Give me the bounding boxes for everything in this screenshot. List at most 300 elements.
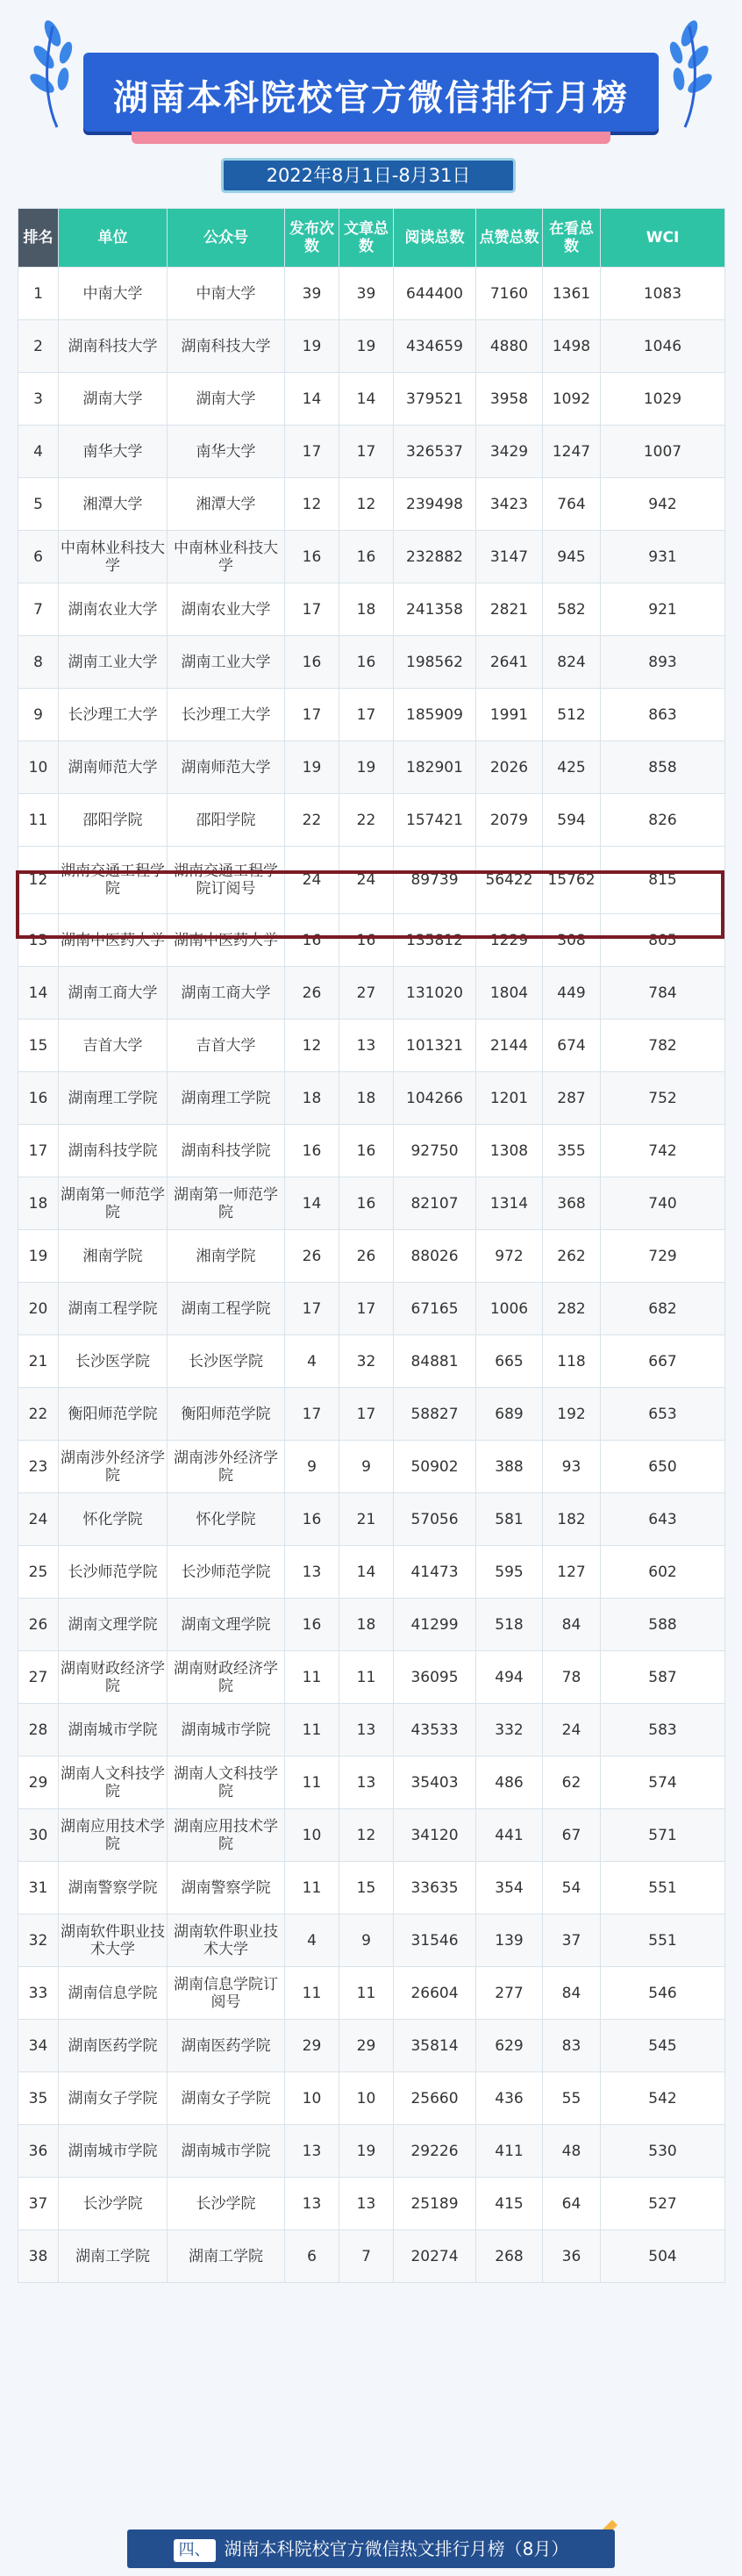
table-cell: 2026 <box>476 741 543 794</box>
table-cell: 546 <box>601 1967 725 2020</box>
table-cell: 16 <box>285 1125 339 1177</box>
table-cell: 26 <box>339 1230 394 1283</box>
table-cell: 湖南工商大学 <box>168 967 285 1020</box>
table-cell: 湖南工学院 <box>59 2230 168 2283</box>
table-cell: 湘潭大学 <box>59 478 168 531</box>
table-cell: 388 <box>476 1441 543 1493</box>
table-cell: 湖南城市学院 <box>168 1704 285 1757</box>
table-cell: 湖南文理学院 <box>59 1599 168 1651</box>
table-cell: 12 <box>285 478 339 531</box>
table-cell: 43533 <box>394 1704 476 1757</box>
table-cell: 怀化学院 <box>168 1493 285 1546</box>
table-cell: 3147 <box>476 531 543 583</box>
table-row <box>18 1125 725 1177</box>
table-cell: 长沙理工大学 <box>168 689 285 741</box>
table-cell: 1991 <box>476 689 543 741</box>
column-header: 单位 <box>59 209 168 268</box>
date-range: 2022年8月1日-8月31日 <box>224 161 513 190</box>
table-cell: 127 <box>543 1546 601 1599</box>
table-cell: 湖南财政经济学院 <box>168 1651 285 1704</box>
table-cell: 南华大学 <box>168 426 285 478</box>
table-cell: 41473 <box>394 1546 476 1599</box>
table-cell: 湖南交通工程学院 <box>59 847 168 914</box>
table-cell: 411 <box>476 2125 543 2178</box>
table-cell: 62 <box>543 1757 601 1809</box>
table-cell: 湖南科技学院 <box>59 1125 168 1177</box>
table-cell: 长沙学院 <box>59 2178 168 2230</box>
table-cell: 7 <box>339 2230 394 2283</box>
table-cell: 33 <box>18 1967 59 2020</box>
table-cell: 27 <box>18 1651 59 1704</box>
table-cell: 湖南大学 <box>168 373 285 426</box>
table-cell: 24 <box>285 847 339 914</box>
table-cell: 17 <box>285 1283 339 1335</box>
table-cell: 17 <box>285 426 339 478</box>
table-cell: 湖南应用技术学院 <box>168 1809 285 1862</box>
table-cell: 21 <box>18 1335 59 1388</box>
table-cell: 527 <box>601 2178 725 2230</box>
table-cell: 湖南工业大学 <box>168 636 285 689</box>
table-cell: 4880 <box>476 320 543 373</box>
table-cell: 332 <box>476 1704 543 1757</box>
table-row <box>18 478 725 531</box>
table-cell: 湖南工业大学 <box>59 636 168 689</box>
table-cell: 湖南涉外经济学院 <box>59 1441 168 1493</box>
table-cell: 55 <box>543 2072 601 2125</box>
table-cell: 644400 <box>394 268 476 320</box>
table-cell: 583 <box>601 1704 725 1757</box>
table-cell: 784 <box>601 967 725 1020</box>
table-cell: 31 <box>18 1862 59 1914</box>
table-cell: 中南大学 <box>168 268 285 320</box>
table-cell: 24 <box>18 1493 59 1546</box>
table-cell: 7 <box>18 583 59 636</box>
table-cell: 78 <box>543 1651 601 1704</box>
table-cell: 湖南警察学院 <box>168 1862 285 1914</box>
table-cell: 92750 <box>394 1125 476 1177</box>
table-header-row <box>18 209 725 268</box>
table-cell: 182901 <box>394 741 476 794</box>
laurel-icon <box>26 18 88 132</box>
table-cell: 湖南财政经济学院 <box>59 1651 168 1704</box>
table-cell: 29 <box>18 1757 59 1809</box>
table-cell: 84881 <box>394 1335 476 1388</box>
table-cell: 277 <box>476 1967 543 2020</box>
table-cell: 湖南应用技术学院 <box>59 1809 168 1862</box>
table-cell: 长沙师范学院 <box>168 1546 285 1599</box>
table-cell: 17 <box>285 583 339 636</box>
table-cell: 湖南城市学院 <box>59 1704 168 1757</box>
table-cell: 530 <box>601 2125 725 2178</box>
table-cell: 37 <box>18 2178 59 2230</box>
table-cell: 长沙学院 <box>168 2178 285 2230</box>
table-cell: 29 <box>285 2020 339 2072</box>
table-cell: 湖南信息学院订阅号 <box>168 1967 285 2020</box>
table-cell: 17 <box>339 1283 394 1335</box>
table-cell: 551 <box>601 1862 725 1914</box>
column-header: 排名 <box>18 209 59 268</box>
table-cell: 665 <box>476 1335 543 1388</box>
table-cell: 18 <box>339 1072 394 1125</box>
table-cell: 湖南交通工程学院订阅号 <box>168 847 285 914</box>
table-cell: 667 <box>601 1335 725 1388</box>
table-cell: 7160 <box>476 268 543 320</box>
table-cell: 长沙医学院 <box>168 1335 285 1388</box>
header-banner <box>0 0 742 154</box>
table-cell: 805 <box>601 914 725 967</box>
table-cell: 50902 <box>394 1441 476 1493</box>
table-cell: 24 <box>543 1704 601 1757</box>
table-cell: 19 <box>339 320 394 373</box>
column-header: 发布次数 <box>285 209 339 268</box>
table-cell: 湖南农业大学 <box>168 583 285 636</box>
table-cell: 湘潭大学 <box>168 478 285 531</box>
table-row <box>18 636 725 689</box>
table-cell: 19 <box>285 741 339 794</box>
table-cell: 湖南科技大学 <box>168 320 285 373</box>
table-cell: 182 <box>543 1493 601 1546</box>
column-header: 公众号 <box>168 209 285 268</box>
table-cell: 3958 <box>476 373 543 426</box>
table-cell: 942 <box>601 478 725 531</box>
table-cell: 湖南文理学院 <box>168 1599 285 1651</box>
table-cell: 486 <box>476 1757 543 1809</box>
table-cell: 752 <box>601 1072 725 1125</box>
table-row <box>18 2125 725 2178</box>
table-row <box>18 531 725 583</box>
table-cell: 25660 <box>394 2072 476 2125</box>
table-cell: 355 <box>543 1125 601 1177</box>
table-cell: 815 <box>601 847 725 914</box>
table-cell: 16 <box>339 914 394 967</box>
table-cell: 邵阳学院 <box>59 794 168 847</box>
column-header: 点赞总数 <box>476 209 543 268</box>
table-cell: 16 <box>18 1072 59 1125</box>
table-cell: 826 <box>601 794 725 847</box>
column-header: 阅读总数 <box>394 209 476 268</box>
table-cell: 14 <box>339 373 394 426</box>
table-cell: 16 <box>285 914 339 967</box>
table-cell: 192 <box>543 1388 601 1441</box>
table-cell: 582 <box>543 583 601 636</box>
table-cell: 13 <box>285 2125 339 2178</box>
table-row <box>18 2230 725 2283</box>
table-row <box>18 268 725 320</box>
table-cell: 21 <box>339 1493 394 1546</box>
table-cell: 湖南工程学院 <box>59 1283 168 1335</box>
table-cell: 1092 <box>543 373 601 426</box>
table-cell: 494 <box>476 1651 543 1704</box>
table-cell: 湖南软件职业技术大学 <box>168 1914 285 1967</box>
table-cell: 25189 <box>394 2178 476 2230</box>
table-cell: 571 <box>601 1809 725 1862</box>
table-cell: 湖南中医药大学 <box>59 914 168 967</box>
table-cell: 542 <box>601 2072 725 2125</box>
table-cell: 衡阳师范学院 <box>168 1388 285 1441</box>
table-cell: 邵阳学院 <box>168 794 285 847</box>
table-cell: 1229 <box>476 914 543 967</box>
table-cell: 34120 <box>394 1809 476 1862</box>
table-cell: 3 <box>18 373 59 426</box>
table-cell: 449 <box>543 967 601 1020</box>
table-cell: 11 <box>285 1651 339 1704</box>
table-cell: 104266 <box>394 1072 476 1125</box>
table-cell: 中南大学 <box>59 268 168 320</box>
table-row <box>18 426 725 478</box>
table-cell: 16 <box>285 1493 339 1546</box>
table-cell: 20274 <box>394 2230 476 2283</box>
table-cell: 58827 <box>394 1388 476 1441</box>
table-row <box>18 1493 725 1546</box>
ranking-table <box>18 208 724 2283</box>
table-cell: 512 <box>543 689 601 741</box>
table-cell: 10 <box>285 2072 339 2125</box>
table-cell: 26 <box>18 1599 59 1651</box>
table-cell: 16 <box>339 531 394 583</box>
table-row <box>18 847 725 914</box>
table-row <box>18 1809 725 1862</box>
table-cell: 945 <box>543 531 601 583</box>
table-cell: 84 <box>543 1967 601 2020</box>
table-cell: 22 <box>285 794 339 847</box>
table-cell: 83 <box>543 2020 601 2072</box>
table-cell: 中南林业科技大学 <box>168 531 285 583</box>
table-cell: 84 <box>543 1599 601 1651</box>
table-cell: 怀化学院 <box>59 1493 168 1546</box>
table-cell: 682 <box>601 1283 725 1335</box>
table-row <box>18 1757 725 1809</box>
table-cell: 13 <box>339 1020 394 1072</box>
table-cell: 354 <box>476 1862 543 1914</box>
table-cell: 57056 <box>394 1493 476 1546</box>
table-cell: 17 <box>285 689 339 741</box>
table-cell: 56422 <box>476 847 543 914</box>
table-row <box>18 1862 725 1914</box>
table-cell: 湖南医药学院 <box>59 2020 168 2072</box>
banner-ribbon <box>132 132 610 144</box>
table-cell: 4 <box>285 1335 339 1388</box>
table-cell: 18 <box>339 1599 394 1651</box>
table-cell: 1498 <box>543 320 601 373</box>
section-number: 四、 <box>174 2539 216 2562</box>
table-cell: 12 <box>339 1809 394 1862</box>
table-cell: 118 <box>543 1335 601 1388</box>
table-cell: 湖南涉外经济学院 <box>168 1441 285 1493</box>
table-cell: 13 <box>339 1704 394 1757</box>
table-row <box>18 583 725 636</box>
table-cell: 17 <box>285 1388 339 1441</box>
table-cell: 36 <box>18 2125 59 2178</box>
table-cell: 239498 <box>394 478 476 531</box>
table-cell: 742 <box>601 1125 725 1177</box>
table-cell: 湖南工学院 <box>168 2230 285 2283</box>
table-cell: 415 <box>476 2178 543 2230</box>
table-cell: 441 <box>476 1809 543 1862</box>
table-cell: 衡阳师范学院 <box>59 1388 168 1441</box>
table-cell: 782 <box>601 1020 725 1072</box>
table-cell: 13 <box>339 1757 394 1809</box>
table-cell: 12 <box>285 1020 339 1072</box>
column-header: 在看总数 <box>543 209 601 268</box>
table-cell: 16 <box>285 531 339 583</box>
table-cell: 6 <box>285 2230 339 2283</box>
table-cell: 858 <box>601 741 725 794</box>
table-cell: 2079 <box>476 794 543 847</box>
table-cell: 9 <box>18 689 59 741</box>
table-row <box>18 1441 725 1493</box>
table-cell: 湖南信息学院 <box>59 1967 168 2020</box>
table-cell: 1029 <box>601 373 725 426</box>
table-cell: 1314 <box>476 1177 543 1230</box>
table-cell: 581 <box>476 1493 543 1546</box>
table-cell: 26604 <box>394 1967 476 2020</box>
table-cell: 22 <box>339 794 394 847</box>
table-cell: 93 <box>543 1441 601 1493</box>
table-cell: 湖南女子学院 <box>168 2072 285 2125</box>
table-cell: 379521 <box>394 373 476 426</box>
table-cell: 17 <box>339 1388 394 1441</box>
laurel-icon <box>654 18 716 132</box>
table-cell: 157421 <box>394 794 476 847</box>
table-cell: 16 <box>339 1125 394 1177</box>
table-cell: 10 <box>339 2072 394 2125</box>
table-row <box>18 1599 725 1651</box>
table-cell: 1046 <box>601 320 725 373</box>
table-row <box>18 794 725 847</box>
table-row <box>18 320 725 373</box>
table-cell: 643 <box>601 1493 725 1546</box>
table-cell: 35 <box>18 2072 59 2125</box>
table-cell: 1007 <box>601 426 725 478</box>
table-cell: 262 <box>543 1230 601 1283</box>
table-cell: 11 <box>285 1862 339 1914</box>
table-cell: 67 <box>543 1809 601 1862</box>
table-cell: 3429 <box>476 426 543 478</box>
table-cell: 10 <box>285 1809 339 1862</box>
table-cell: 23 <box>18 1441 59 1493</box>
table-row <box>18 2020 725 2072</box>
table-cell: 198562 <box>394 636 476 689</box>
table-cell: 2641 <box>476 636 543 689</box>
table-cell: 湖南人文科技学院 <box>59 1757 168 1809</box>
table-cell: 19 <box>339 741 394 794</box>
table-cell: 11 <box>285 1757 339 1809</box>
table-row <box>18 1177 725 1230</box>
table-row <box>18 373 725 426</box>
table-cell: 650 <box>601 1441 725 1493</box>
column-header: 文章总数 <box>339 209 394 268</box>
table-cell: 24 <box>339 847 394 914</box>
table-cell: 29226 <box>394 2125 476 2178</box>
table-cell: 15762 <box>543 847 601 914</box>
table-cell: 18 <box>285 1072 339 1125</box>
table-cell: 32 <box>18 1914 59 1967</box>
table-cell: 2144 <box>476 1020 543 1072</box>
table-cell: 19 <box>285 320 339 373</box>
table-cell: 湖南城市学院 <box>59 2125 168 2178</box>
table-cell: 长沙理工大学 <box>59 689 168 741</box>
table-cell: 36095 <box>394 1651 476 1704</box>
table-cell: 1 <box>18 268 59 320</box>
table-cell: 268 <box>476 2230 543 2283</box>
table-cell: 38 <box>18 2230 59 2283</box>
table-cell: 89739 <box>394 847 476 914</box>
table-cell: 1006 <box>476 1283 543 1335</box>
table-cell: 20 <box>18 1283 59 1335</box>
table-cell: 17 <box>339 689 394 741</box>
table-cell: 27 <box>339 967 394 1020</box>
table-cell: 241358 <box>394 583 476 636</box>
table-cell: 972 <box>476 1230 543 1283</box>
table-cell: 南华大学 <box>59 426 168 478</box>
table-row <box>18 914 725 967</box>
table-cell: 588 <box>601 1599 725 1651</box>
table-cell: 436 <box>476 2072 543 2125</box>
table-cell: 13 <box>18 914 59 967</box>
table-cell: 11 <box>339 1967 394 2020</box>
table-cell: 湖南女子学院 <box>59 2072 168 2125</box>
table-cell: 1308 <box>476 1125 543 1177</box>
table-cell: 54 <box>543 1862 601 1914</box>
table-cell: 5 <box>18 478 59 531</box>
table-cell: 545 <box>601 2020 725 2072</box>
table-row <box>18 741 725 794</box>
table-cell: 12 <box>18 847 59 914</box>
table-cell: 36 <box>543 2230 601 2283</box>
table-cell: 764 <box>543 478 601 531</box>
table-cell: 282 <box>543 1283 601 1335</box>
table-row <box>18 1283 725 1335</box>
table-cell: 15 <box>18 1020 59 1072</box>
table-cell: 34 <box>18 2020 59 2072</box>
table-cell: 31546 <box>394 1914 476 1967</box>
table-row <box>18 967 725 1020</box>
table-cell: 14 <box>285 373 339 426</box>
table-cell: 135812 <box>394 914 476 967</box>
table-cell: 595 <box>476 1546 543 1599</box>
table-cell: 740 <box>601 1177 725 1230</box>
table-cell: 17 <box>339 426 394 478</box>
table-row <box>18 1546 725 1599</box>
table-cell: 3423 <box>476 478 543 531</box>
table-cell: 674 <box>543 1020 601 1072</box>
table-cell: 41299 <box>394 1599 476 1651</box>
table-cell: 16 <box>285 636 339 689</box>
table-cell: 139 <box>476 1914 543 1967</box>
table-cell: 33635 <box>394 1862 476 1914</box>
table-cell: 64 <box>543 2178 601 2230</box>
table-cell: 308 <box>543 914 601 967</box>
table-cell: 长沙医学院 <box>59 1335 168 1388</box>
table-cell: 11 <box>285 1967 339 2020</box>
table-cell: 326537 <box>394 426 476 478</box>
page-title: 湖南本科院校官方微信排行月榜 <box>113 78 629 118</box>
table-cell: 湖南城市学院 <box>168 2125 285 2178</box>
table-cell: 9 <box>285 1441 339 1493</box>
table-cell: 湖南工商大学 <box>59 967 168 1020</box>
table-cell: 39 <box>339 268 394 320</box>
table-row <box>18 1967 725 2020</box>
table-cell: 1083 <box>601 268 725 320</box>
table-cell: 12 <box>339 478 394 531</box>
table-cell: 湖南工程学院 <box>168 1283 285 1335</box>
table-cell: 13 <box>285 1546 339 1599</box>
table-cell: 25 <box>18 1546 59 1599</box>
table-cell: 8 <box>18 636 59 689</box>
table-cell: 湖南软件职业技术大学 <box>59 1914 168 1967</box>
table-cell: 82107 <box>394 1177 476 1230</box>
table-cell: 434659 <box>394 320 476 373</box>
